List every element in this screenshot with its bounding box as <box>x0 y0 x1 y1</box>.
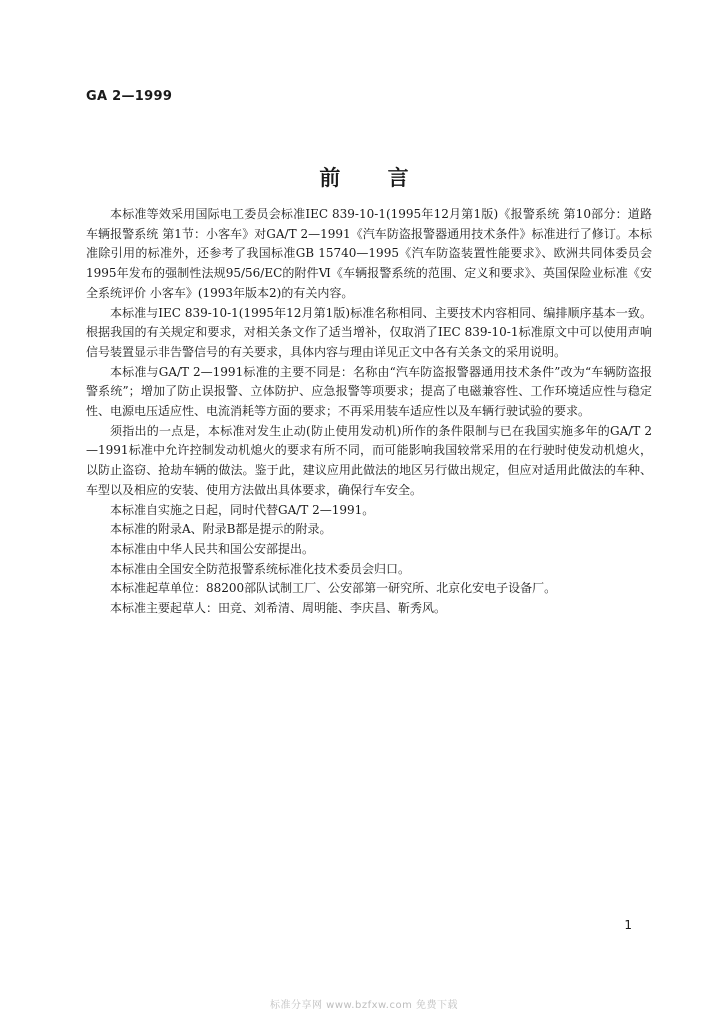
paragraph-3: 本标准与GA/T 2—1991标准的主要不同是：名称由“汽车防盗报警器通用技术条件”改为“车辆防盗报警系统”；增加了防止误报警、立体防护、应急报警等项要求；提高了电磁兼容性、工作环境适应性与稳定性、电源电压适应性、电流消耗等方面的要求；不再采用装车适应性以及车辆行驶试验的要求。 <box>86 364 652 419</box>
paragraph-1: 本标准等效采用国际电工委员会标准IEC 839-10-1(1995年12月第1版)《报警系统 第10部分：道路车辆报警系统 第1节：小客车》对GA/T 2—1991《汽车防盗报警器通用技术条件》标准进行了修订。本标准除引用的标准外，还参考了我国标准GB 15740—1995《汽车防盗装置性能要求》、欧洲共同体委员会1995年发布的强制性法规95/56/EC的附件Ⅵ《车辆报警系统的范围、定义和要求》、英国保险业标准《安全系统评价 小客车》(1993年版本2)的有关内容。 <box>86 207 652 300</box>
page-number: 1 <box>624 918 632 932</box>
foreword-body <box>86 205 652 619</box>
paragraph-4: 须指出的一点是，本标准对发生止动(防止使用发动机)所作的条件限制与已在我国实施多年的GA/T 2—1991标准中允许控制发动机熄火的要求有所不同，而可能影响我国较常采用的在行驶时使发动机熄火，以防止盗窃、抢劫车辆的做法。鉴于此，建议应用此做法的地区另行做出规定，但应对适用此做法的车种、车型以及相应的安装、使用方法做出具体要求，确保行车安全。 <box>86 423 652 497</box>
standard-code: GA 2—1999 <box>86 89 173 104</box>
footer-watermark: 标准分享网 www.bzfxw.com 免费下载 <box>270 1000 458 1011</box>
paragraph-2: 本标准与IEC 839-10-1(1995年12月第1版)标准名称相同、主要技术内容相同、编排顺序基本一致。根据我国的有关规定和要求，对相关条文作了适当增补，仅取消了IEC 839-10-1标准原文中可以使用声响信号装置显示非告警信号的有关要求，具体内容与理由详见正文中各有关条文的采用说明。 <box>86 305 652 359</box>
page-title: 前 言 <box>319 165 409 190</box>
paragraph-5: 本标准自实施之日起，同时代替GA/T 2—1991。 <box>110 502 375 517</box>
paragraph-8: 本标准由全国安全防范报警系统标准化技术委员会归口。 <box>110 561 411 576</box>
paragraph-7: 本标准由中华人民共和国公安部提出。 <box>110 541 315 556</box>
paragraph-9: 本标准起草单位：88200部队试制工厂、公安部第一研究所、北京化安电子设备厂。 <box>110 581 557 596</box>
paragraph-10: 本标准主要起草人：田竞、刘希清、周明能、李庆昌、靳秀风。 <box>110 601 447 616</box>
paragraph-6: 本标准的附录A、附录B都是提示的附录。 <box>110 522 332 537</box>
